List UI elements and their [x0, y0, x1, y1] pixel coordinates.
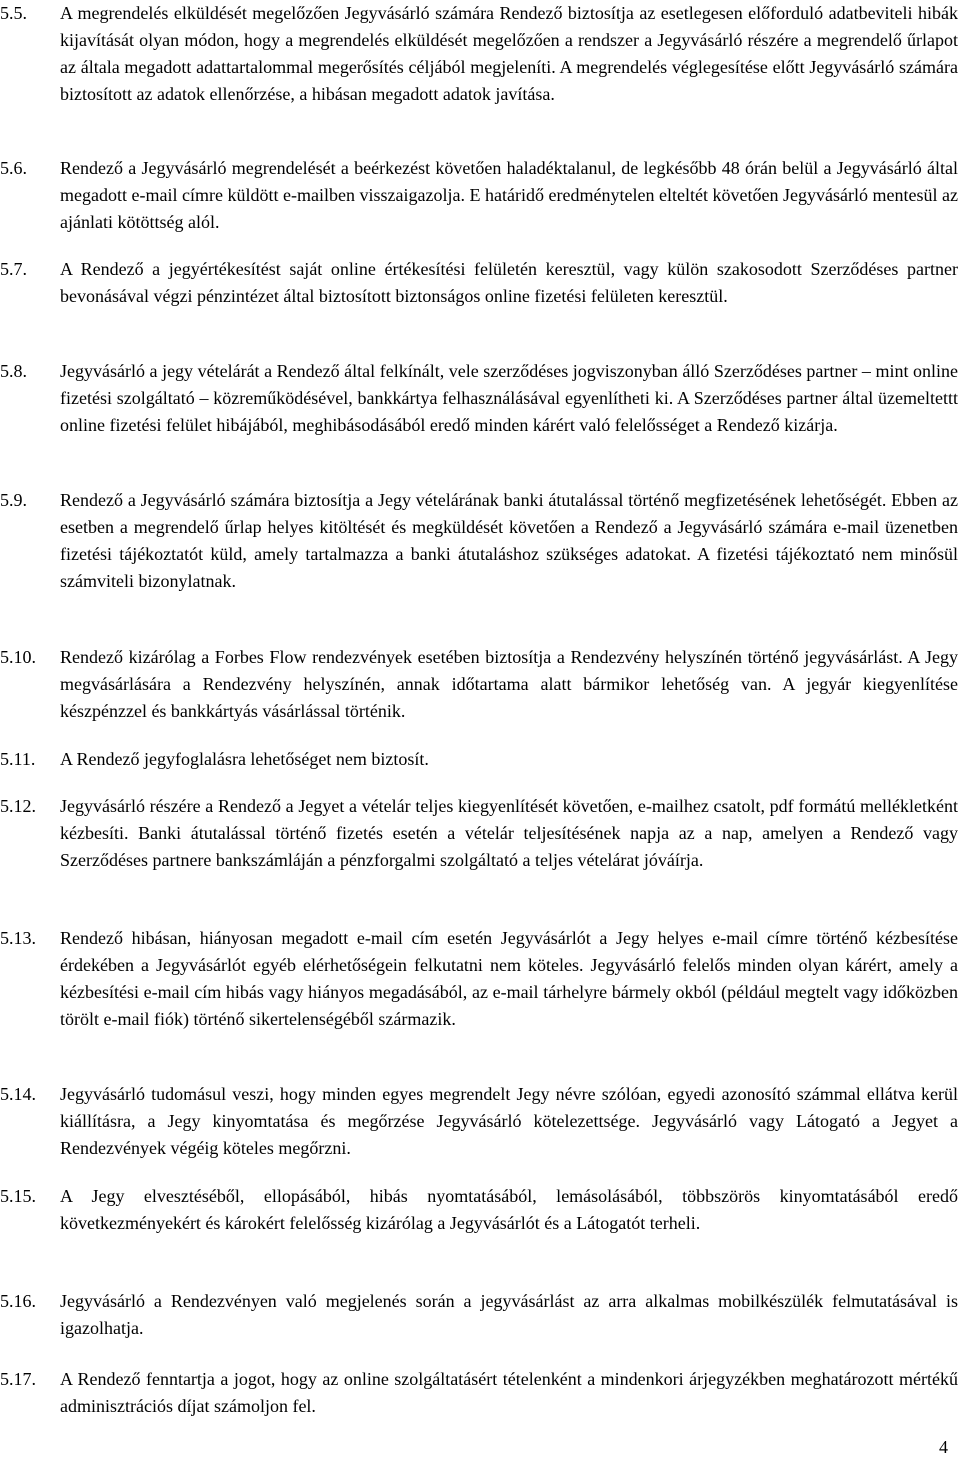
section-5-9	[0, 487, 958, 595]
section-text: Jegyvásárló részére a Rendező a Jegyet a vételár teljes kiegyenlítését követően, e-mailhez csatolt, pdf formátú mellékletként kézbesíti. Banki átutalással történő fizetés esetén a vételár teljesítésének napja az a nap, amelyen a Rendező vagy Szerződéses partnere bankszámláján a pénzforgalmi szolgáltató a teljes vételárat jóváírja.	[60, 796, 958, 870]
section-text: A Rendező fenntartja a jogot, hogy az online szolgáltatásért tételenként a mindenkori árjegyzékben meghatározott mértékű adminisztrációs díjat számoljon fel.	[60, 1369, 958, 1416]
section-text: Jegyvásárló a jegy vételárát a Rendező által felkínált, vele szerződéses jogviszonyban álló Szerződéses partner – mint online fizetési szolgáltató – közreműködésével, bankkártya felhasználásával egyenlítheti ki. A Szerződéses partner által üzemeltettt online fizetési felület hibájából, meghibásodásából eredő minden kárért való felelősséget a Rendező kizárja.	[60, 361, 958, 435]
section-text: A Rendező jegyfoglalásra lehetőséget nem biztosít.	[60, 749, 429, 769]
section-number: 5.9.	[0, 490, 27, 510]
section-number: 5.5.	[0, 3, 27, 23]
section-number: 5.13.	[0, 928, 36, 948]
section-5-17	[0, 1366, 958, 1420]
section-text: Rendező a Jegyvásárló megrendelését a beérkezést követően haladéktalanul, de legkésőbb 48 órán belül a Jegyvásárló által megadott e-mail címre küldött e-mailben visszaigazolja. E határidő eredménytelen elteltét követően Jegyvásárló mentesül az ajánlati kötöttség alól.	[60, 158, 958, 232]
section-5-11	[0, 746, 958, 773]
section-number: 5.8.	[0, 361, 27, 381]
section-text: Rendező hibásan, hiányosan megadott e-mail cím esetén Jegyvásárlót a Jegy helyes e-mail címre történő kézbesítése érdekében a Jegyvásárlót egyéb elérhetőségein felkutatni nem köteles. Jegyvásárló felelős minden olyan kárért, amely a kézbesítési e-mail cím hibás vagy hiányos megadásából, az e-mail tárhelyre bármely okból (például megtelt vagy időközben törölt e-mail fiók) történő sikertelenségéből származik.	[60, 928, 958, 1029]
section-number: 5.6.	[0, 158, 27, 178]
section-number: 5.10.	[0, 647, 36, 667]
section-5-13	[0, 925, 958, 1033]
section-5-15	[0, 1183, 958, 1237]
section-number: 5.16.	[0, 1291, 36, 1311]
section-text: Jegyvásárló tudomásul veszi, hogy minden egyes megrendelt Jegy névre szólóan, egyedi azonosító számmal ellátva kerül kiállításra, a Jegy kinyomtatása és megőrzése Jegyvásárló kötelezettsége. Jegyvásárló vagy Látogató a Jegyet a Rendezvények végéig köteles megőrzni.	[60, 1084, 958, 1158]
section-number: 5.15.	[0, 1186, 36, 1206]
page-number: 4	[939, 1437, 948, 1457]
section-number: 5.7.	[0, 259, 27, 279]
section-5-10	[0, 644, 958, 725]
section-5-16	[0, 1288, 958, 1342]
section-5-6	[0, 155, 958, 236]
section-number: 5.12.	[0, 796, 36, 816]
section-number: 5.14.	[0, 1084, 36, 1104]
section-5-12	[0, 793, 958, 874]
section-text: A megrendelés elküldését megelőzően Jegyvásárló számára Rendező biztosítja az esetlegesen előforduló adatbeviteli hibák kijavítását olyan módon, hogy a megrendelés elküldését megelőzően a rendszer a Jegyvásárló részére a megrendelő űrlapot az általa megadott adattartalommal megerősítés céljából megjeleníti. A megrendelés véglegesítése előtt Jegyvásárló számára biztosított az adatok ellenőrzése, a hibásan megadott adatok javítása.	[60, 3, 958, 104]
section-5-14	[0, 1081, 958, 1162]
section-text: Rendező kizárólag a Forbes Flow rendezvények esetében biztosítja a Rendezvény helyszínén történő jegyvásárlást. A Jegy megvásárlására a Rendezvény helyszínén, annak időtartama alatt bármikor lehetőség van. A jegyár kiegyenlítése készpénzzel és bankkártyás vásárlással történik.	[60, 647, 958, 721]
section-5-7	[0, 256, 958, 310]
section-number: 5.17.	[0, 1369, 36, 1389]
section-text: Jegyvásárló a Rendezvényen való megjelenés során a jegyvásárlást az arra alkalmas mobilkészülék felmutatásával is igazolhatja.	[60, 1291, 958, 1338]
section-text: Rendező a Jegyvásárló számára biztosítja a Jegy vételárának banki átutalással történő megfizetésének lehetőségét. Ebben az esetben a megrendelő űrlap helyes kitöltését és megküldését követően a Rendező a Jegyvásárló számára e-mail üzenetben fizetési tájékoztatót küld, amely tartalmazza a banki átutaláshoz szükséges adatokat. A fizetési tájékoztató nem minősül számviteli bizonylatnak.	[60, 490, 958, 591]
section-text: A Jegy elvesztéséből, ellopásából, hibás nyomtatásából, lemásolásából, többszörös kinyomtatásából eredő következményekért és károkért felelősség kizárólag a Jegyvásárlót és a Látogatót terheli.	[60, 1186, 958, 1233]
section-text: A Rendező a jegyértékesítést saját online értékesítési felületén keresztül, vagy külön szakosodott Szerződéses partner bevonásával végzi pénzintézet által biztosított biztonságos online fizetési felületen keresztül.	[60, 259, 958, 306]
section-5-5	[0, 0, 958, 108]
section-5-8	[0, 358, 958, 439]
section-number: 5.11.	[0, 749, 36, 769]
